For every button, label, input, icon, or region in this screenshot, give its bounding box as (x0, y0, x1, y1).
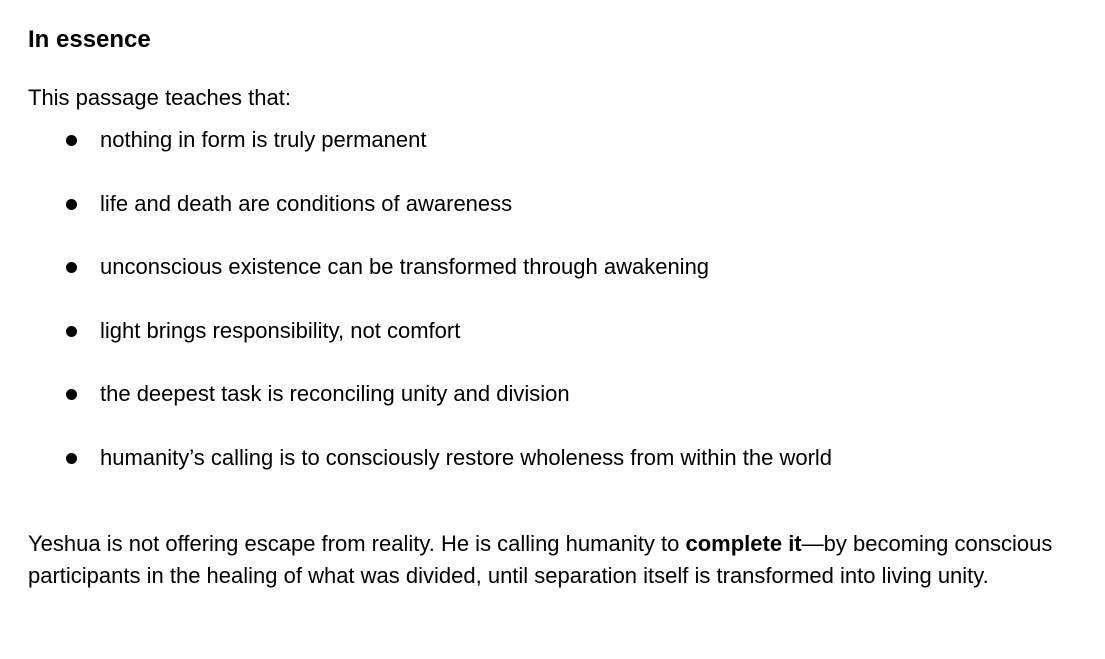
bullet-text: nothing in form is truly permanent (100, 127, 427, 152)
bullet-dot-icon (66, 262, 77, 273)
bullet-dot-icon (66, 326, 77, 337)
bullet-text: humanity’s calling is to consciously restore wholeness from within the world (100, 444, 833, 470)
bullet-item (28, 379, 1077, 409)
bullet-dot-icon (66, 453, 77, 464)
bullet-text: light brings responsibility, not comfort (100, 317, 461, 343)
bullet-dot-icon (66, 135, 77, 146)
bullet-dot-icon (66, 199, 77, 210)
bullet-item (28, 316, 1077, 346)
bullet-text: life and death are conditions of awareness (100, 190, 513, 216)
intro-text: This passage teaches that: (28, 85, 291, 110)
bullet-item (28, 125, 1077, 155)
closing-emphasis: complete it (685, 530, 802, 556)
closing-text-before: Yeshua is not offering escape from reality. He is calling humanity to (28, 530, 686, 556)
bullet-list (28, 125, 1077, 473)
bullet-item (28, 252, 1077, 282)
closing-text-after: —by becoming conscious participants in the healing of what was divided, until separation itself is transformed into living unity. (28, 530, 1053, 588)
bullet-text: the deepest task is reconciling unity and division (100, 381, 570, 406)
bullet-item (28, 189, 1077, 219)
closing-paragraph (28, 528, 1073, 592)
bullet-item (28, 443, 1077, 473)
section-heading: In essence (28, 26, 151, 53)
bullet-text: unconscious existence can be transformed through awakening (100, 254, 710, 279)
bullet-dot-icon (66, 389, 77, 400)
